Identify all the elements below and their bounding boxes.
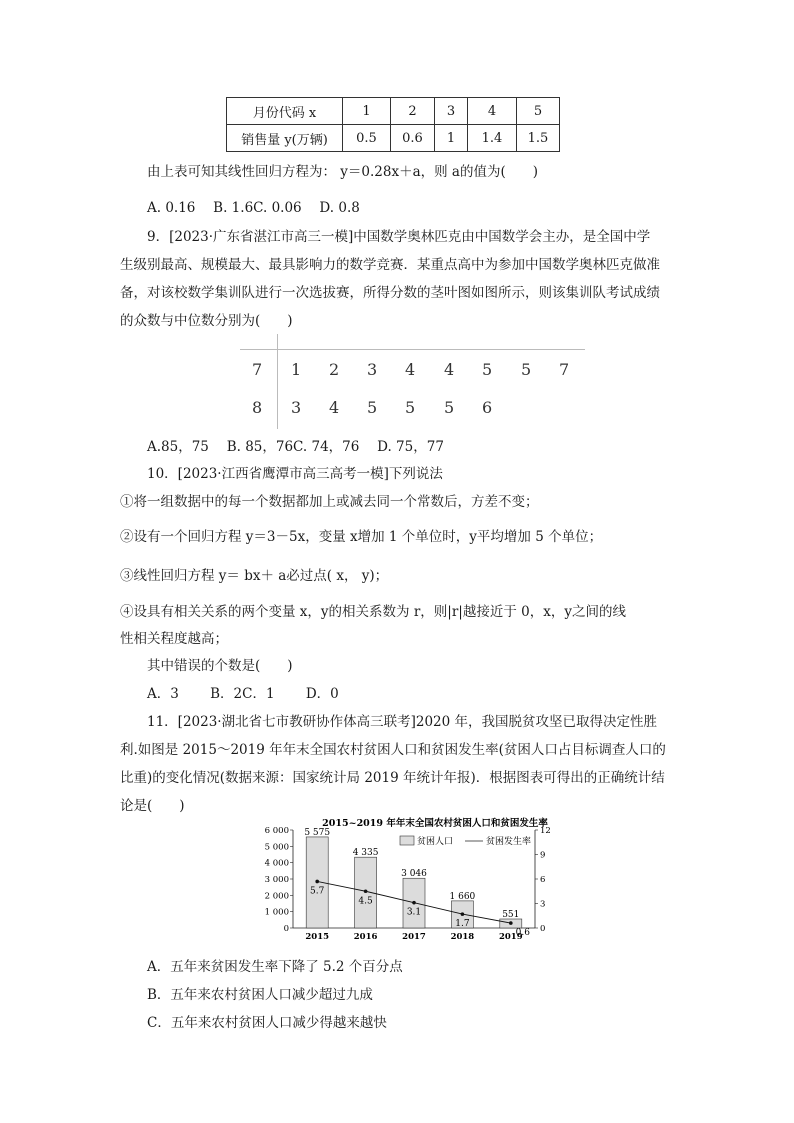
leaf-value: 2 [329, 360, 340, 379]
q10-statement-4b: 性相关程度越高； [120, 631, 228, 647]
stem-value: 7 [252, 360, 263, 379]
q11-line2: 利.如图是 2015～2019 年年末全国农村贫困人口和贫困发生率(贫困人口占目标调查人口的 [120, 742, 666, 758]
chart-title: 2015~2019 年年末全国农村贫困人口和贫困发生率 [322, 818, 548, 829]
stem-leaf-plot [240, 334, 585, 429]
q9-line4: 的众数与中位数分别为( ) [120, 313, 293, 329]
leaf-value: 4 [405, 360, 416, 379]
leaf-value: 3 [291, 398, 302, 417]
leaf-value: 7 [559, 360, 570, 379]
table-cell: 1 [435, 125, 468, 152]
x-tick-label: 2019 [498, 932, 523, 942]
q11-option-b: B．五年来农村贫困人口减少超过九成 [147, 987, 373, 1003]
leaf-value: 4 [329, 398, 340, 417]
table-cell: 1 [343, 98, 391, 125]
leaf-value: 6 [482, 398, 493, 417]
rate-point [509, 921, 513, 925]
x-tick-label: 2018 [450, 932, 475, 942]
left-tick-label: 3 000 [264, 875, 289, 885]
rate-point [461, 912, 465, 916]
q11-option-a: A．五年来贫困发生率下降了 5.2 个百分点 [147, 959, 403, 975]
table-cell: 5 [517, 98, 560, 125]
left-tick-label: 5 000 [264, 842, 289, 853]
leaf-value: 5 [405, 398, 416, 417]
table-cell: 月份代码 x [227, 98, 343, 125]
bar-value-label: 551 [502, 910, 520, 921]
table-cell: 3 [435, 98, 468, 125]
table-cell: 0.6 [391, 125, 435, 152]
bar-value-label: 1 660 [449, 891, 476, 902]
stem-leaf-divider [277, 334, 278, 429]
table-cell: 0.5 [343, 125, 391, 152]
table-cell: 4 [468, 98, 517, 125]
legend-line-label: 贫困发生率 [486, 837, 532, 847]
q11-line3: 比重)的变化情况(数据来源：国家统计局 2019 年统计年报)．根据图表可得出的正确统计结 [120, 770, 665, 786]
bar-value-label: 5 575 [304, 827, 331, 838]
right-tick-label: 12 [540, 826, 551, 836]
left-tick-label: 0 [283, 924, 289, 934]
left-tick-label: 4 000 [264, 858, 289, 869]
sales-table [226, 97, 560, 152]
rate-point [315, 880, 319, 884]
q10-statement-2: ②设有一个回归方程 y＝3－5x，变量 x增加 1 个单位时，y平均增加 5 个单位； [120, 529, 603, 545]
table-row [227, 98, 560, 125]
q9-options: A.85，75 B. 85，76C. 74，76 D. 75，77 [147, 439, 444, 455]
q10-title: 10．[2023·江西省鹰潭市高三高考一模]下列说法 [147, 466, 443, 482]
right-tick-label: 3 [540, 899, 546, 910]
table-cell: 销售量 y(万辆) [227, 125, 343, 152]
x-tick-label: 2016 [353, 932, 378, 942]
q9-line3: 备，对该校数学集训队进行一次选拔赛，所得分数的茎叶图如图所示，则该集训队考试成绩 [120, 285, 660, 301]
poverty-chart [255, 816, 585, 944]
q11-line1: 11．[2023·湖北省七市教研协作体高三联考]2020 年，我国脱贫攻坚已取得决定性胜 [147, 714, 658, 730]
q10-question: 其中错误的个数是( ) [147, 658, 293, 674]
table-cell: 2 [391, 98, 435, 125]
right-tick-label: 9 [540, 850, 546, 861]
left-tick-label: 2 000 [264, 891, 289, 902]
q8-options: A. 0.16 B. 1.6C. 0.06 D. 0.8 [147, 200, 360, 216]
table-cell: 1.4 [468, 125, 517, 152]
leaf-value: 3 [367, 360, 378, 379]
x-tick-label: 2017 [402, 932, 426, 942]
q8-stem: 由上表可知其线性回归方程为： y＝0.28x＋a，则 a的值为( ) [147, 164, 539, 180]
leaf-value: 5 [521, 360, 532, 379]
q10-statement-1: ①将一组数据中的每一个数据都加上或减去同一个常数后，方差不变； [120, 494, 539, 510]
stem-leaf-axis [240, 349, 585, 350]
legend-bar-label: 贫困人口 [417, 837, 454, 847]
q9-line1: 9．[2023·广东省湛江市高三一模]中国数学奥林匹克由中国数学会主办，是全国中学 [147, 229, 651, 245]
leaf-value: 4 [444, 360, 455, 379]
rate-point [364, 889, 368, 893]
q11-option-c: C．五年来农村贫困人口减少得越来越快 [147, 1015, 387, 1031]
table-cell: 1.5 [517, 125, 560, 152]
left-tick-label: 1 000 [264, 907, 289, 918]
leaf-value: 1 [291, 360, 302, 379]
bar-value-label: 4 335 [352, 848, 379, 859]
rate-value-label: 3.1 [406, 907, 422, 918]
legend-bar-swatch [400, 836, 414, 845]
x-tick-label: 2015 [305, 932, 330, 942]
leaf-value: 5 [367, 398, 378, 417]
q11-line4: 论是( ) [120, 798, 185, 814]
table-row [227, 125, 560, 152]
leaf-value: 5 [444, 398, 455, 417]
q10-statement-3: ③线性回归方程 y＝ bx＋ a必过点( x， y)； [120, 568, 389, 584]
rate-value-label: 5.7 [310, 886, 325, 897]
rate-value-label: 0.6 [515, 928, 530, 939]
q10-options: A．3 B．2C．1 D．0 [147, 686, 339, 702]
rate-value-label: 1.7 [455, 919, 470, 930]
stem-value: 8 [252, 398, 263, 417]
left-tick-label: 6 000 [264, 826, 289, 836]
rate-point [412, 901, 416, 905]
q9-line2: 生级别最高、规模最大、最具影响力的数学竞赛．某重点高中为参加中国数学奥林匹克做准 [120, 257, 660, 273]
chart-canvas [255, 816, 585, 944]
rate-value-label: 4.5 [358, 896, 373, 907]
right-tick-label: 0 [540, 924, 546, 934]
leaf-value: 5 [482, 360, 493, 379]
bar-value-label: 3 046 [401, 869, 427, 880]
right-tick-label: 6 [540, 875, 546, 885]
q10-statement-4a: ④设具有相关关系的两个变量 x，y的相关系数为 r，则|r|越接近于 0，x，y之间的线 [120, 604, 626, 620]
